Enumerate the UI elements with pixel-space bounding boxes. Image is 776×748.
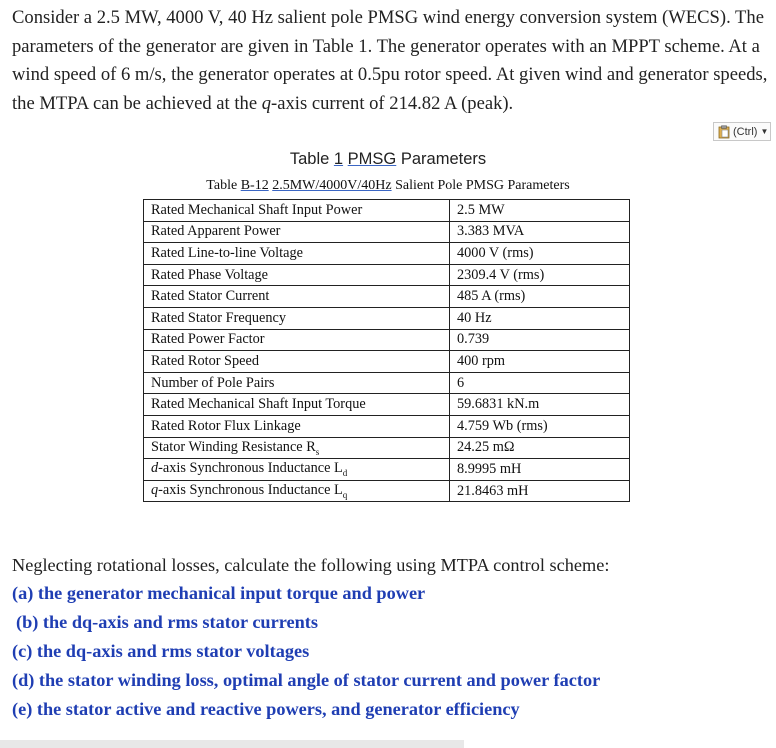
table-row <box>144 307 630 329</box>
caption-number: 1 <box>333 150 344 168</box>
value-cell: 8.9995 mH <box>450 459 630 481</box>
clipboard-icon <box>718 125 730 139</box>
param-subscript: s <box>315 446 320 457</box>
param-cell <box>144 480 450 502</box>
value-cell: 59.6831 kN.m <box>450 394 630 416</box>
table-row <box>144 480 630 502</box>
table-row <box>144 437 630 459</box>
table-row <box>144 372 630 394</box>
subcaption-number: B-12 <box>240 178 269 193</box>
param-text: -axis Synchronous Inductance L <box>158 460 343 477</box>
question-d: (d) the stator winding loss, optimal angle of stator current and power factor <box>12 670 601 690</box>
table-row <box>144 243 630 265</box>
param-cell: Rated Line-to-line Voltage <box>144 243 450 265</box>
value-cell: 3.383 MVA <box>450 221 630 243</box>
value-cell: 400 rpm <box>450 351 630 373</box>
subcaption-suffix: Salient Pole PMSG Parameters <box>391 178 570 193</box>
question-c: (c) the dq-axis and rms stator voltages <box>12 641 310 661</box>
chevron-down-icon: ▼ <box>760 127 769 136</box>
caption-prefix: Table <box>289 150 334 168</box>
value-cell: 21.8463 mH <box>450 480 630 502</box>
table-row <box>144 329 630 351</box>
table-row <box>144 394 630 416</box>
question-b: (b) the dq-axis and rms stator currents <box>16 612 318 632</box>
table-subcaption <box>0 178 776 194</box>
value-cell: 40 Hz <box>450 307 630 329</box>
table-row <box>144 200 630 222</box>
param-lead: q <box>151 482 159 499</box>
value-cell: 4000 V (rms) <box>450 243 630 265</box>
param-cell: Rated Power Factor <box>144 329 450 351</box>
parameters-table <box>143 199 630 502</box>
param-cell: Rated Stator Current <box>144 286 450 308</box>
table-row <box>144 459 630 481</box>
problem-statement-end: -axis current of 214.82 A (peak). <box>271 92 514 114</box>
param-cell: Rated Stator Frequency <box>144 307 450 329</box>
param-subscript: q <box>342 489 348 500</box>
table-row <box>144 221 630 243</box>
param-cell: Number of Pole Pairs <box>144 372 450 394</box>
value-cell: 4.759 Wb (rms) <box>450 415 630 437</box>
table-row <box>144 286 630 308</box>
param-cell: Rated Rotor Speed <box>144 351 450 373</box>
value-cell: 2.5 MW <box>450 200 630 222</box>
table-row <box>144 264 630 286</box>
param-cell <box>144 437 450 459</box>
param-subscript: d <box>342 468 348 479</box>
param-cell: Rated Apparent Power <box>144 221 450 243</box>
caption-title: PMSG <box>347 150 397 168</box>
table-row <box>144 415 630 437</box>
problem-statement <box>12 4 768 118</box>
horizontal-scrollbar[interactable] <box>0 740 464 748</box>
param-cell: Rated Mechanical Shaft Input Torque <box>144 394 450 416</box>
param-lead: d <box>151 460 159 477</box>
problem-statement-text: Consider a 2.5 MW, 4000 V, 40 Hz salient pole PMSG wind energy conversion system (WECS). The parameters of the generator are given in Table 1. The generator operates with an MPPT scheme. At a wind speed of 6 m/s, the generator operates at 0.5pu rotor speed. At given wind and generator speeds, the MTPA can be achieved at the <box>12 7 768 114</box>
value-cell: 2309.4 V (rms) <box>450 264 630 286</box>
table-caption <box>0 150 776 169</box>
param-text: Stator Winding Resistance R <box>151 438 316 455</box>
param-cell: Rated Rotor Flux Linkage <box>144 415 450 437</box>
param-cell: Rated Phase Voltage <box>144 264 450 286</box>
paste-options-button[interactable] <box>713 122 771 141</box>
subcaption-title: 2.5MW/4000V/40Hz <box>272 178 392 193</box>
param-cell: Rated Mechanical Shaft Input Power <box>144 200 450 222</box>
q-axis-letter: q <box>261 92 272 114</box>
table-row <box>144 351 630 373</box>
value-cell: 0.739 <box>450 329 630 351</box>
questions-intro: Neglecting rotational losses, calculate the following using MTPA control scheme: <box>12 555 610 575</box>
value-cell: 6 <box>450 372 630 394</box>
questions-section <box>12 551 772 724</box>
caption-suffix: Parameters <box>396 150 487 168</box>
value-cell: 485 A (rms) <box>450 286 630 308</box>
question-a: (a) the generator mechanical input torque and power <box>12 583 426 603</box>
question-e: (e) the stator active and reactive powers, and generator efficiency <box>12 699 520 719</box>
param-text: -axis Synchronous Inductance L <box>158 482 343 499</box>
value-cell: 24.25 mΩ <box>450 437 630 459</box>
param-cell <box>144 459 450 481</box>
subcaption-prefix: Table <box>206 178 241 193</box>
paste-options-label: (Ctrl) <box>733 125 758 138</box>
